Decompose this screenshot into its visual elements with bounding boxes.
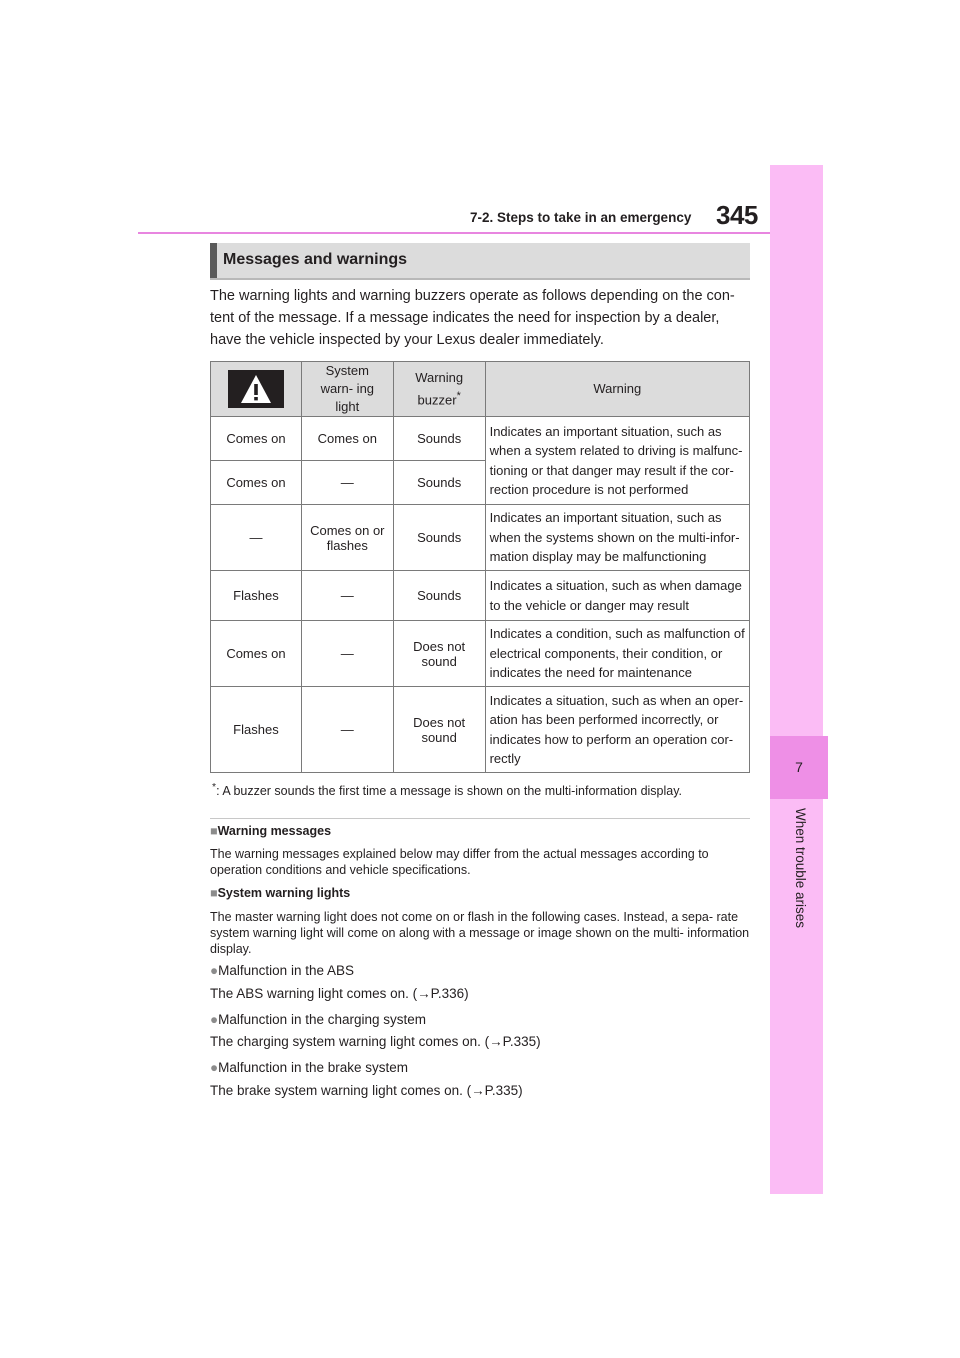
table-row — [211, 687, 750, 773]
note-text-warning-messages: The warning messages explained below may differ from the actual messages according to operation conditions and vehicle specifications. — [210, 847, 709, 877]
section-heading — [210, 243, 750, 280]
table-footnote — [212, 782, 682, 798]
header-warning: Warning — [485, 362, 749, 417]
page-reference-link[interactable]: P.336) — [430, 986, 469, 1001]
header-warning-buzzer-label: Warning buzzer — [415, 369, 464, 408]
note-heading-text: System warning lights — [217, 886, 351, 900]
case-text: The ABS warning light comes on. ( — [210, 986, 418, 1001]
round-bullet-icon: ● — [210, 1012, 219, 1027]
cell-buzzer: Sounds — [393, 461, 485, 505]
page-number: 345 — [716, 200, 758, 230]
cell-warning: Indicates a situation, such as when an oper- ation has been performed incorrectly, or indicates how to perform an operation cor- rectly — [485, 687, 749, 773]
cell-buzzer: Does not sound — [393, 687, 485, 773]
header-warning-buzzer — [393, 362, 485, 417]
case-text: The charging system warning light comes on. ( — [210, 1034, 490, 1049]
warning-table — [210, 361, 750, 773]
square-bullet-icon: ■ — [210, 886, 218, 900]
cell-warning: Indicates an important situation, such as when a system related to driving is malfunc- tioning or that danger may result if the cor- rection procedure is not performed — [485, 417, 749, 505]
intro-paragraph: The warning lights and warning buzzers operate as follows depending on the con- tent of the message. If a message indicates the need for inspection by a dealer, have the vehicle inspected by your Lexus dealer immediately. — [210, 288, 735, 348]
buzzer-footnote-marker: * — [456, 389, 461, 402]
notes-divider — [210, 818, 750, 819]
case-charging-title — [210, 1012, 426, 1027]
round-bullet-icon: ● — [210, 1060, 219, 1075]
case-abs-title — [210, 963, 354, 978]
cell-buzzer: Sounds — [393, 571, 485, 621]
arrow-icon: → — [471, 1083, 485, 1098]
table-row — [211, 505, 750, 571]
table-row — [211, 417, 750, 461]
arrow-icon: → — [417, 986, 431, 1001]
arrow-icon: → — [489, 1034, 503, 1049]
page-reference-link[interactable]: P.335) — [502, 1034, 541, 1049]
chapter-label: When trouble arises — [793, 808, 808, 929]
cell-warning: Indicates a condition, such as malfunction of electrical components, their condition, or indicates the need for maintenance — [485, 621, 749, 687]
note-heading-system-warning-lights — [210, 886, 350, 900]
chapter-number-tab — [770, 736, 828, 799]
cell-system: Comes on — [301, 417, 393, 461]
cell-buzzer: Sounds — [393, 505, 485, 571]
header-system-warning-light: System warn- ing light — [301, 362, 393, 417]
table-header-row — [211, 362, 750, 417]
cell-buzzer: Sounds — [393, 417, 485, 461]
footnote-text: : A buzzer sounds the first time a message is shown on the multi-information display. — [216, 784, 683, 799]
cell-master: — — [211, 505, 302, 571]
chapter-label-wrap — [790, 808, 810, 938]
cell-buzzer: Does not sound — [393, 621, 485, 687]
cell-system: — — [301, 687, 393, 773]
cell-warning: Indicates a situation, such as when damage to the vehicle or danger may result — [485, 571, 749, 621]
heading-text: Messages and warnings — [223, 251, 408, 268]
cell-system: Comes on or flashes — [301, 505, 393, 571]
cell-system: — — [301, 621, 393, 687]
note-text-system-warning-lights: The master warning light does not come on or flash in the following cases. Instead, a sepa- rate system warning light will come on along with a message or image shown on the multi- information display. — [210, 910, 750, 956]
case-title-text: Malfunction in the brake system — [218, 1060, 408, 1075]
cell-system: — — [301, 461, 393, 505]
case-text: The brake system warning light comes on. ( — [210, 1083, 472, 1098]
chapter-side-tab — [770, 165, 823, 1194]
case-brake-title — [210, 1060, 408, 1075]
cell-master: Comes on — [211, 461, 302, 505]
square-bullet-icon: ■ — [210, 824, 218, 838]
cell-system: — — [301, 571, 393, 621]
footnote-marker: * — [212, 782, 217, 793]
cell-master: Comes on — [211, 621, 302, 687]
header-divider — [138, 232, 770, 234]
case-charging-text — [210, 1034, 541, 1049]
note-heading-text: Warning messages — [217, 824, 332, 838]
case-title-text: Malfunction in the ABS — [218, 963, 354, 978]
case-brake-text — [210, 1083, 523, 1098]
table-row — [211, 571, 750, 621]
cell-warning: Indicates an important situation, such as when the systems shown on the multi-infor- mation display may be malfunctioning — [485, 505, 749, 571]
note-heading-warning-messages — [210, 824, 331, 838]
round-bullet-icon: ● — [210, 963, 219, 978]
cell-master: Comes on — [211, 417, 302, 461]
table-row — [211, 621, 750, 687]
case-abs-text — [210, 986, 469, 1001]
header-master-warning — [211, 362, 302, 417]
page-reference-link[interactable]: P.335) — [484, 1083, 523, 1098]
case-title-text: Malfunction in the charging system — [218, 1012, 427, 1027]
section-title: 7-2. Steps to take in an emergency — [470, 210, 692, 225]
cell-master: Flashes — [211, 687, 302, 773]
heading-accent-bar — [210, 243, 217, 278]
master-warning-triangle-icon — [228, 370, 284, 408]
cell-master: Flashes — [211, 571, 302, 621]
chapter-number: 7 — [795, 759, 803, 775]
